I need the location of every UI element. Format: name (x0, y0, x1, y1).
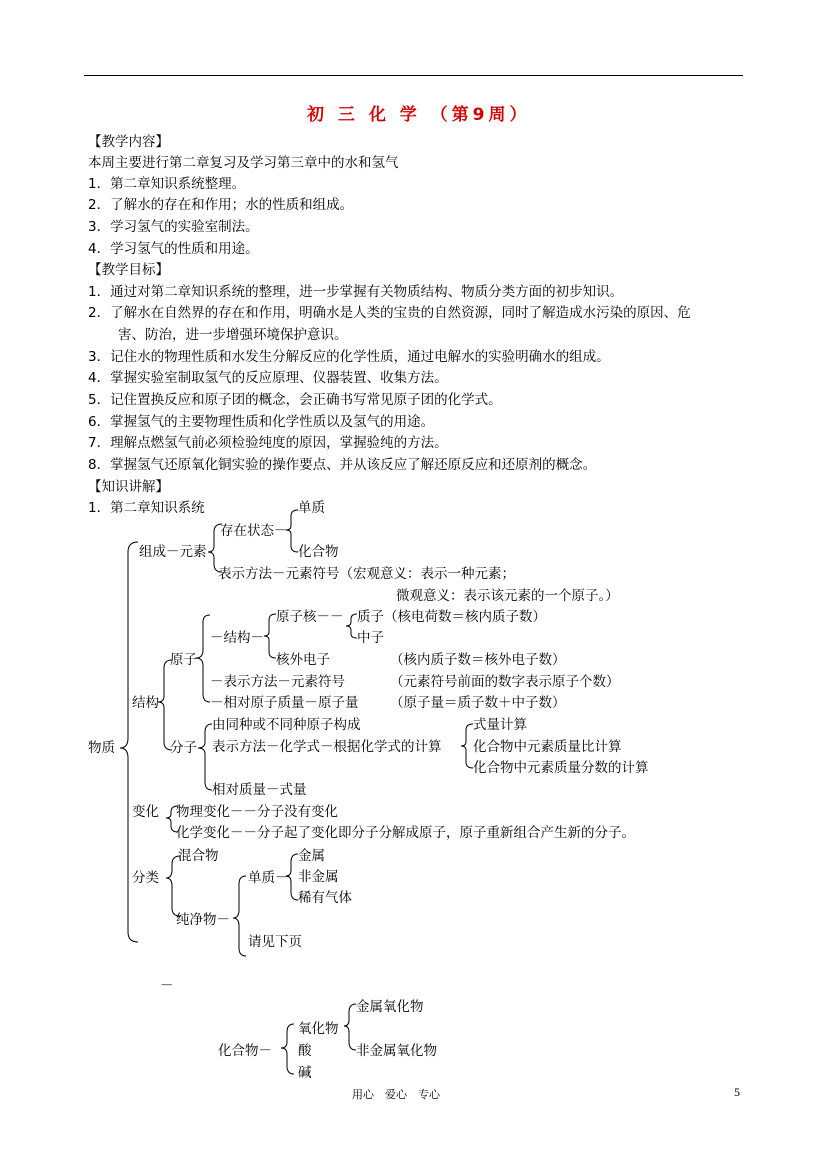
goal-item: 5．记住置换反应和原子团的概念，会正确书写常见原子团的化学式。 (88, 392, 502, 408)
node-hewai-note: （核内质子数＝核外电子数） (390, 652, 566, 668)
node-qingjian: 请见下页 (248, 934, 302, 950)
goal-item: 8．掌握氢气还原氧化铜实验的操作要点、并从该反应了解还原反应和还原剂的概念。 (88, 457, 597, 473)
node-xiangdui-note: （原子量＝质子数＋中子数） (390, 695, 566, 711)
node-yanghuawu: 氧化物 (298, 1021, 339, 1037)
node-feijinshu-yh: 非金属氧化物 (356, 1043, 437, 1059)
node-biaoshi-fenzi: 表示方法－化学式－根据化学式的计算 (212, 739, 442, 755)
node-zhiliangfenshu: 化合物中元素质量分数的计算 (473, 760, 649, 776)
goal-item: 4．掌握实验室制取氢气的反应原理、仪器装置、收集方法。 (88, 370, 448, 386)
node-youtong: 由同种或不同种原子构成 (212, 717, 361, 733)
node-yuanzihe: 原子核－－ (276, 609, 344, 625)
content-item: 3．学习氢气的实验室制法。 (88, 219, 259, 235)
node-xiangduizhiliang: 相对质量－式量 (212, 782, 307, 798)
content-item: 4．学习氢气的性质和用途。 (88, 241, 259, 257)
node-huahewu: 化合物 (298, 544, 339, 560)
node-cunzai: 存在状态－ (220, 523, 288, 539)
node-jiegou2: －结构－ (210, 630, 264, 646)
node-danzhi2: 单质－ (248, 870, 289, 886)
knowledge-header: 【知识讲解】 (88, 479, 169, 495)
node-hunhewu: 混合物 (178, 848, 219, 864)
content-intro: 本周主要进行第二章复习及学习第三章中的水和氢气 (88, 155, 399, 171)
node-zhizi: 质子（核电荷数＝核内质子数） (357, 609, 546, 625)
node-feijinshu: 非金属 (298, 869, 339, 885)
knowledge-item: 1．第二章知识系统 (88, 500, 205, 516)
node-hewai: 核外电子 (276, 652, 330, 668)
node-jinshu-yh: 金属氧化物 (356, 999, 424, 1015)
goal-item: 1．通过对第二章知识系统的整理，进一步掌握有关物质结构、物质分类方面的初步知识。 (88, 284, 624, 300)
node-suan: 酸 (298, 1043, 312, 1059)
node-weiguan: 微观意义：表示该元素的一个原子。） (396, 588, 619, 604)
goal-item: 害、防治，进一步增强环境保护意识。 (118, 327, 348, 343)
node-chunjingwu: 纯净物－ (176, 912, 230, 928)
node-biaoshi-yuansu: 表示方法－元素符号（宏观意义：表示一种元素； (218, 566, 515, 582)
node-shiliang: 式量计算 (473, 717, 527, 733)
node-jinshu: 金属 (298, 848, 325, 864)
node-zhongzi: 中子 (357, 630, 384, 646)
page-title: 初 三 化 学 （第9周） (307, 105, 531, 125)
node-yuanzi: 原子 (170, 652, 197, 668)
node-biaoshi-note: （元素符号前面的数字表示原子个数） (390, 674, 620, 690)
node-xiangdui: －相对原子质量－原子量 (210, 695, 359, 711)
goals-header: 【教学目标】 (88, 262, 169, 278)
node-fenzi: 分子 (170, 740, 197, 756)
node-xiyou: 稀有气体 (298, 890, 352, 906)
node-jiegou: 结构 (132, 695, 159, 711)
goal-item: 6．掌握氢气的主要物理性质和化学性质以及氢气的用途。 (88, 414, 435, 430)
node-zhiliangbi: 化合物中元素质量比计算 (473, 739, 622, 755)
node-biaoshi-yuanzi: －表示方法－元素符号 (210, 674, 345, 690)
node-jian: 碱 (298, 1065, 312, 1081)
goal-item: 2．了解水在自然界的存在和作用，明确水是人类的宝贵的自然资源，同时了解造成水污染的原因、危 (88, 305, 691, 321)
node-bianhua: 变化 (132, 804, 159, 820)
node-zucheng: 组成－元素 (139, 544, 207, 560)
node-danzhi: 单质 (298, 500, 325, 516)
content-item: 1．第二章知识系统整理。 (88, 176, 246, 192)
node-wuzhi: 物质 (88, 740, 115, 756)
node-wuli: 物理变化－－分子没有变化 (176, 804, 338, 820)
content-item: 2．了解水的存在和作用；水的性质和组成。 (88, 197, 354, 213)
footer-motto: 用心 爱心 专心 (352, 1088, 440, 1101)
node-huahewu2: 化合物－ (218, 1043, 272, 1059)
node-dash: － (160, 978, 174, 994)
content-header: 【教学内容】 (88, 134, 169, 150)
goal-item: 7．理解点燃氢气前必须检验纯度的原因，掌握验纯的方法。 (88, 435, 448, 451)
node-fenlei: 分类 (132, 870, 159, 886)
page-number: 5 (734, 1085, 740, 1099)
node-huaxue: 化学变化－－分子起了变化即分子分解成原子，原子重新组合产生新的分子。 (176, 825, 635, 841)
goal-item: 3．记住水的物理性质和水发生分解反应的化学性质，通过电解水的实验明确水的组成。 (88, 349, 610, 365)
